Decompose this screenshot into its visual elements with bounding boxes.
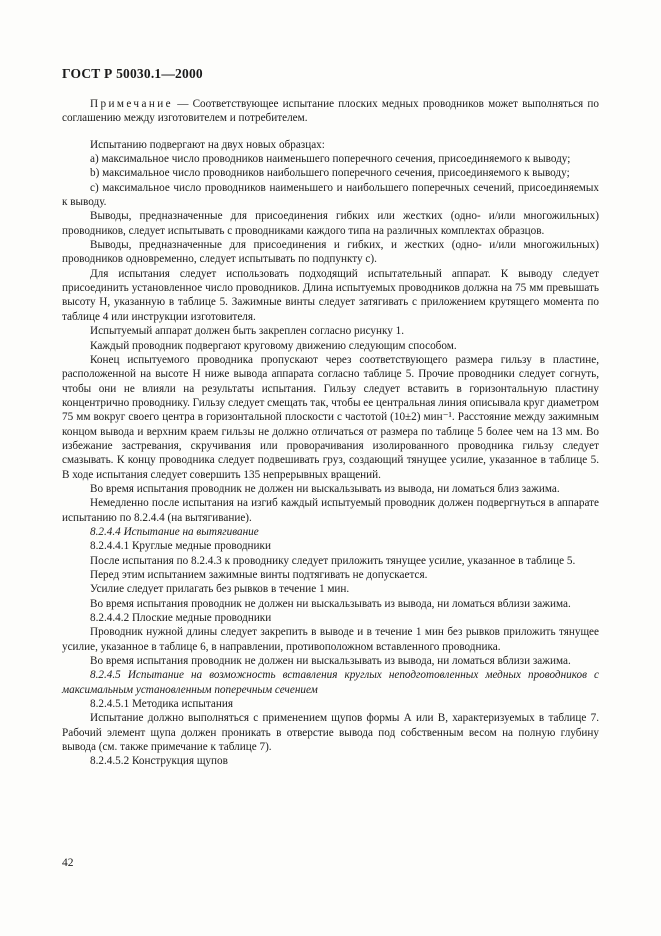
document-body (62, 97, 599, 769)
paragraph: Во время испытания проводник не должен ни выскальзывать из вывода, ни ломаться вблизи зажима. (90, 597, 571, 610)
paragraph: Конец испытуемого проводника пропускают через соответствующего размера гильзу в пластине, расположенной на высоте H ниже вывода аппарата согласно таблице 5. Прочие проводники следует согнуть, чтобы они не влияли на результаты испытания. Гильзу следует вставить в горизонтальную пластину концентрично проводнику. Гильзу следует смещать так, чтобы ее центральная линия описывала круг диаметром 75 мм вокруг своего центра в горизонтальной плоскости с частотой (10±2) мин⁻¹. Расстояние между зажимным концом вывода и верхним краем гильзы не должно отличаться от размера по таблице 5 более чем на 13 мм. Во избежание застревания, скручивания или проворачивания изолированного проводника гильзу следует смазывать. К концу проводника следует подвешивать груз, создающий тянущее усилие, указанное в таблице 5. В ходе испытания следует совершить 135 непрерывных вращений. (62, 353, 599, 481)
paragraph: После испытания по 8.2.4.3 к проводнику следует приложить тянущее усилие, указанное в таблице 5. (90, 554, 576, 567)
paragraph: Выводы, предназначенные для присоединения гибких или жестких (одно- и/или многожильных) проводников, следует испытывать с проводниками каждого типа на различных комплектах образцов. (62, 210, 599, 237)
section-heading-8-2-4-4-2: 8.2.4.4.2 Плоские медные проводники (90, 612, 272, 625)
paragraph: Во время испытания проводник не должен ни выскальзывать из вывода, ни ломаться близ зажима. (90, 482, 560, 495)
note-paragraph (62, 97, 599, 126)
section-heading-8-2-4-4: 8.2.4.4 Испытание на вытягивание (90, 525, 259, 538)
note-label: Примечание (90, 98, 173, 110)
section-heading-8-2-4-5-1: 8.2.4.5.1 Методика испытания (90, 698, 234, 711)
list-item-b: b) максимальное число проводников наибольшего поперечного сечения, присоединяемого к выводу; (90, 167, 570, 180)
document-header: ГОСТ Р 50030.1—2000 (62, 66, 203, 81)
paragraph: Во время испытания проводник не должен ни выскальзывать из вывода, ни ломаться вблизи зажима. (90, 655, 571, 668)
paragraph: Каждый проводник подвергают круговому движению следующим способом. (90, 339, 457, 352)
paragraph: Выводы, предназначенные для присоединения и гибких, и жестких (одно- и/или многожильных) проводников одновременно, следует испытывать по подпункту с). (62, 239, 599, 266)
section-heading-8-2-4-4-1: 8.2.4.4.1 Круглые медные проводники (90, 540, 271, 553)
section-heading-8-2-4-5: 8.2.4.5 Испытание на возможность вставления круглых неподготовленных медных проводников с максимальным установленным поперечным сечением (62, 669, 599, 696)
paragraph: Усилие следует прилагать без рывков в течение 1 мин. (90, 583, 350, 596)
section-heading-8-2-4-5-2: 8.2.4.5.2 Конструкция щупов (90, 755, 228, 768)
paragraph: Для испытания следует использовать подходящий испытательный аппарат. К выводу следует присоединить установленное число проводников. Длина испытуемых проводников должна на 75 мм превышать высоту H, указанную в таблице 5. Зажимные винты следует затягивать с приложением крутящего момента по таблице 4 или инструкции изготовителя. (62, 267, 599, 323)
list-item-c: с) максимальное число проводников наименьшего и наибольшего поперечных сечений, присоединяемых к выводу. (62, 181, 599, 209)
list-item-a: а) максимальное число проводников наименьшего поперечного сечения, присоединяемого к выводу; (90, 153, 571, 166)
paragraph: Испытание должно выполняться с применением щупов формы А или В, характеризуемых в таблице 7. Рабочий элемент щупа должен проникать в отверстие вывода под собственным весом на полную глубину вывода (см. также примечание к таблице 7). (62, 712, 599, 754)
paragraph: Испытуемый аппарат должен быть закреплен согласно рисунку 1. (90, 325, 405, 338)
paragraph: Перед этим испытанием зажимные винты подтягивать не допускается. (90, 569, 428, 581)
paragraph: Проводник нужной длины следует закрепить в выводе и в течение 1 мин без рывков приложить тянущее усилие, указанное в таблице 6, в направлении, противоположном вставленного проводника. (62, 626, 599, 653)
page-number: 42 (62, 857, 74, 869)
note-text: — Соответствующее испытание плоских медных проводников может выполняться по соглашению между изготовителем и потребителем. (62, 98, 599, 125)
paragraph: Испытанию подвергают на двух новых образцах: (90, 138, 325, 151)
paragraph: Немедленно после испытания на изгиб каждый испытуемый проводник должен подвергнуться в аппарате испытанию по 8.2.4.4 (на вытягивание). (62, 497, 599, 524)
